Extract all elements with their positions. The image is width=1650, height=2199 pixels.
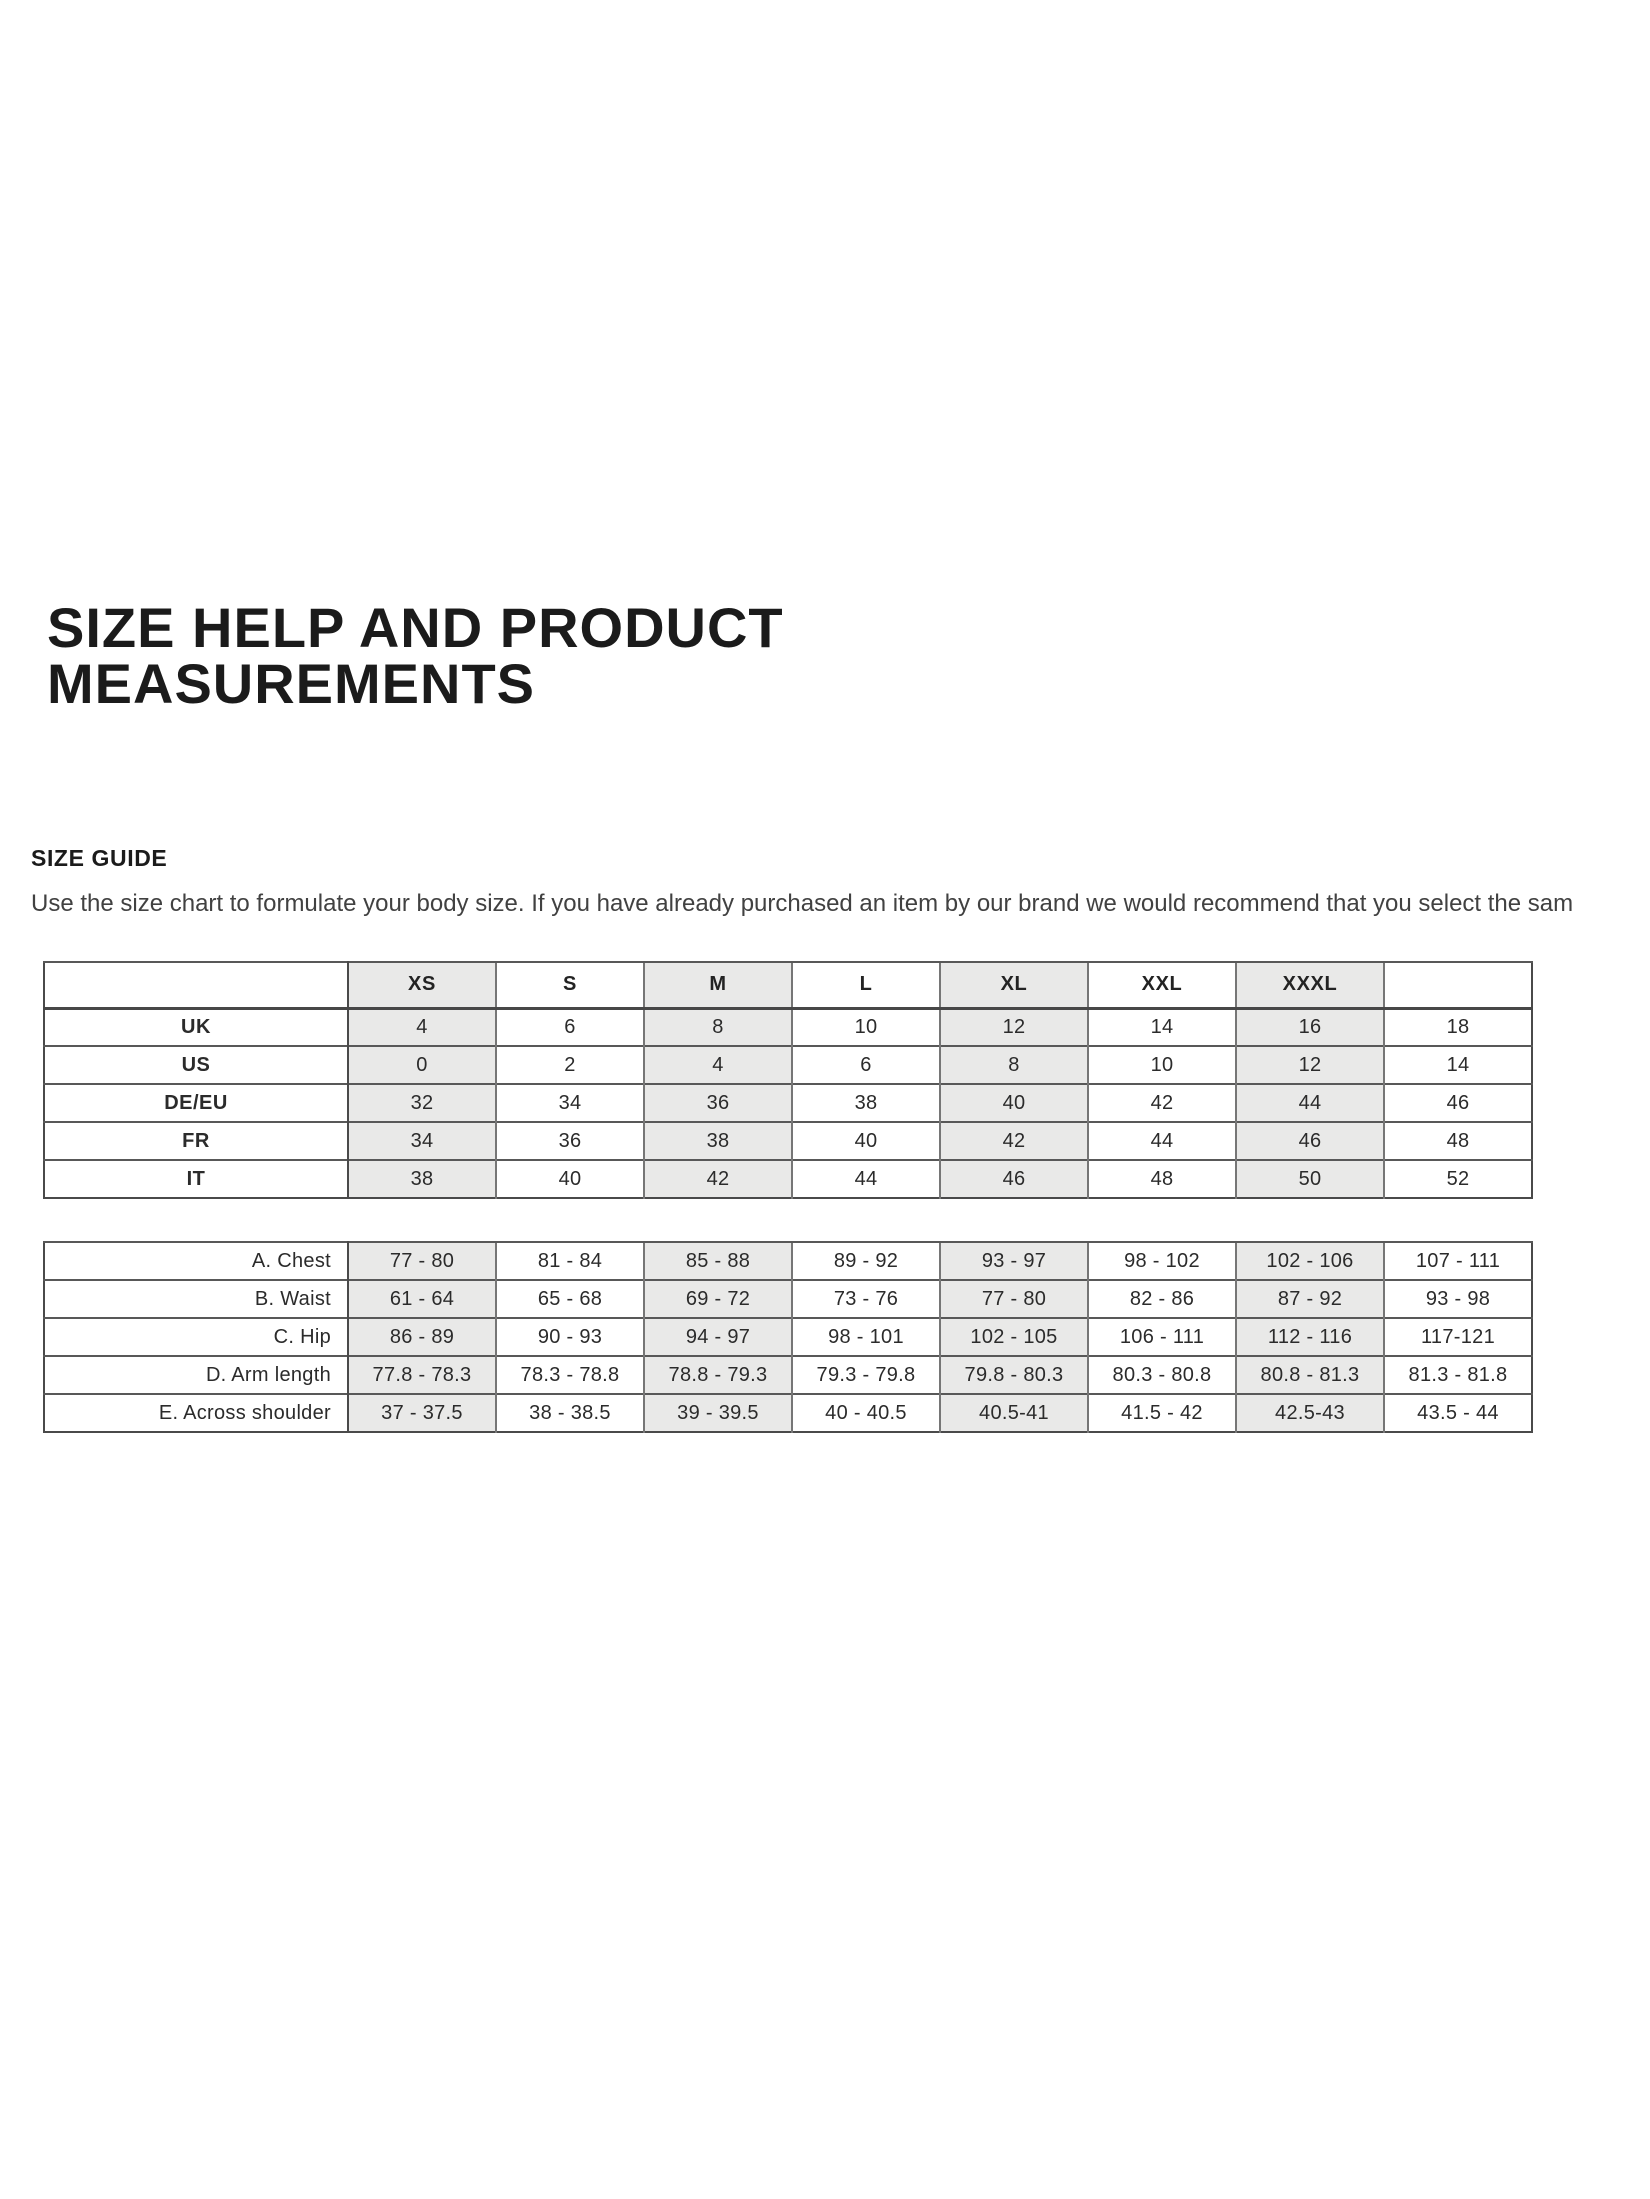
size-column-header-blank (1384, 962, 1532, 1008)
table-row (44, 1084, 1532, 1122)
measurement-value-cell: 40 - 40.5 (792, 1394, 940, 1432)
size-region-label: FR (44, 1122, 348, 1160)
size-value-cell: 48 (1088, 1160, 1236, 1198)
size-value-cell: 40 (496, 1160, 644, 1198)
size-column-header-xxxl: XXXL (1236, 962, 1384, 1008)
size-column-header-xxl: XXL (1088, 962, 1236, 1008)
measurement-value-cell: 93 - 97 (940, 1242, 1088, 1280)
measurement-value-cell: 94 - 97 (644, 1318, 792, 1356)
measurement-value-cell: 117-121 (1384, 1318, 1532, 1356)
measurement-row-label: B. Waist (44, 1280, 348, 1318)
measurement-value-cell: 61 - 64 (348, 1280, 496, 1318)
measurement-row-label: D. Arm length (44, 1356, 348, 1394)
size-value-cell: 46 (1384, 1084, 1532, 1122)
measurement-value-cell: 77.8 - 78.3 (348, 1356, 496, 1394)
table-row (44, 1008, 1532, 1046)
size-value-cell: 44 (792, 1160, 940, 1198)
measurement-value-cell: 41.5 - 42 (1088, 1394, 1236, 1432)
measurement-value-cell: 78.3 - 78.8 (496, 1356, 644, 1394)
page-title: SIZE HELP AND PRODUCT MEASUREMENTS (47, 596, 784, 715)
measurement-value-cell: 112 - 116 (1236, 1318, 1384, 1356)
size-value-cell: 6 (496, 1008, 644, 1046)
measurement-value-cell: 40.5-41 (940, 1394, 1088, 1432)
measurement-value-cell: 73 - 76 (792, 1280, 940, 1318)
measurement-value-cell: 69 - 72 (644, 1280, 792, 1318)
size-value-cell: 4 (348, 1008, 496, 1046)
measurement-value-cell: 89 - 92 (792, 1242, 940, 1280)
size-value-cell: 42 (644, 1160, 792, 1198)
body-measurements-table (43, 1241, 1533, 1433)
table-row (44, 1160, 1532, 1198)
measurement-value-cell: 107 - 111 (1384, 1242, 1532, 1280)
size-value-cell: 32 (348, 1084, 496, 1122)
size-column-header-xs: XS (348, 962, 496, 1008)
measurement-value-cell: 77 - 80 (348, 1242, 496, 1280)
size-guide-intro-text: Use the size chart to formulate your body size. If you have already purchased an item by our brand we would recommend that you select the sam (31, 890, 1574, 917)
size-value-cell: 46 (940, 1160, 1088, 1198)
size-value-cell: 48 (1384, 1122, 1532, 1160)
size-value-cell: 38 (348, 1160, 496, 1198)
size-value-cell: 12 (1236, 1046, 1384, 1084)
table-row (44, 1394, 1532, 1432)
measurement-value-cell: 106 - 111 (1088, 1318, 1236, 1356)
measurement-value-cell: 90 - 93 (496, 1318, 644, 1356)
size-value-cell: 44 (1236, 1084, 1384, 1122)
size-value-cell: 46 (1236, 1122, 1384, 1160)
measurement-value-cell: 102 - 105 (940, 1318, 1088, 1356)
measurement-value-cell: 79.3 - 79.8 (792, 1356, 940, 1394)
size-value-cell: 50 (1236, 1160, 1384, 1198)
size-value-cell: 52 (1384, 1160, 1532, 1198)
table-row (44, 1046, 1532, 1084)
size-value-cell: 16 (1236, 1008, 1384, 1046)
measurement-value-cell: 39 - 39.5 (644, 1394, 792, 1432)
measurement-value-cell: 85 - 88 (644, 1242, 792, 1280)
table-row (44, 1122, 1532, 1160)
measurement-value-cell: 81.3 - 81.8 (1384, 1356, 1532, 1394)
measurement-value-cell: 86 - 89 (348, 1318, 496, 1356)
measurement-value-cell: 80.3 - 80.8 (1088, 1356, 1236, 1394)
measurement-value-cell: 81 - 84 (496, 1242, 644, 1280)
measurement-value-cell: 42.5-43 (1236, 1394, 1384, 1432)
size-region-label: DE/EU (44, 1084, 348, 1122)
size-value-cell: 42 (940, 1122, 1088, 1160)
measurement-value-cell: 98 - 101 (792, 1318, 940, 1356)
size-value-cell: 8 (644, 1008, 792, 1046)
table-row (44, 1356, 1532, 1394)
size-value-cell: 4 (644, 1046, 792, 1084)
size-value-cell: 44 (1088, 1122, 1236, 1160)
measurement-row-label: E. Across shoulder (44, 1394, 348, 1432)
size-region-label: UK (44, 1008, 348, 1046)
size-value-cell: 40 (940, 1084, 1088, 1122)
size-value-cell: 38 (792, 1084, 940, 1122)
size-value-cell: 10 (1088, 1046, 1236, 1084)
measurement-value-cell: 93 - 98 (1384, 1280, 1532, 1318)
size-table-corner-cell (44, 962, 348, 1008)
size-value-cell: 38 (644, 1122, 792, 1160)
measurement-value-cell: 82 - 86 (1088, 1280, 1236, 1318)
measurement-value-cell: 98 - 102 (1088, 1242, 1236, 1280)
size-column-header-s: S (496, 962, 644, 1008)
size-value-cell: 18 (1384, 1008, 1532, 1046)
measurement-value-cell: 80.8 - 81.3 (1236, 1356, 1384, 1394)
size-region-label: US (44, 1046, 348, 1084)
size-column-header-l: L (792, 962, 940, 1008)
size-value-cell: 8 (940, 1046, 1088, 1084)
measurement-value-cell: 38 - 38.5 (496, 1394, 644, 1432)
size-region-label: IT (44, 1160, 348, 1198)
size-column-header-xl: XL (940, 962, 1088, 1008)
size-value-cell: 2 (496, 1046, 644, 1084)
size-value-cell: 36 (644, 1084, 792, 1122)
size-value-cell: 6 (792, 1046, 940, 1084)
measurement-value-cell: 102 - 106 (1236, 1242, 1384, 1280)
table-row (44, 1280, 1532, 1318)
measurement-value-cell: 87 - 92 (1236, 1280, 1384, 1318)
measurement-row-label: C. Hip (44, 1318, 348, 1356)
size-value-cell: 14 (1384, 1046, 1532, 1084)
size-value-cell: 36 (496, 1122, 644, 1160)
table-row (44, 1318, 1532, 1356)
size-value-cell: 34 (348, 1122, 496, 1160)
measurement-row-label: A. Chest (44, 1242, 348, 1280)
size-column-header-m: M (644, 962, 792, 1008)
measurement-value-cell: 78.8 - 79.3 (644, 1356, 792, 1394)
size-value-cell: 34 (496, 1084, 644, 1122)
measurement-value-cell: 43.5 - 44 (1384, 1394, 1532, 1432)
size-value-cell: 10 (792, 1008, 940, 1046)
measurement-value-cell: 65 - 68 (496, 1280, 644, 1318)
measurement-value-cell: 79.8 - 80.3 (940, 1356, 1088, 1394)
size-value-cell: 12 (940, 1008, 1088, 1046)
size-value-cell: 0 (348, 1046, 496, 1084)
measurement-value-cell: 37 - 37.5 (348, 1394, 496, 1432)
size-value-cell: 40 (792, 1122, 940, 1160)
size-conversion-table (43, 961, 1533, 1199)
size-value-cell: 14 (1088, 1008, 1236, 1046)
size-table-header-row (44, 962, 1532, 1008)
size-value-cell: 42 (1088, 1084, 1236, 1122)
measurement-value-cell: 77 - 80 (940, 1280, 1088, 1318)
size-guide-heading: SIZE GUIDE (31, 845, 168, 871)
table-row (44, 1242, 1532, 1280)
